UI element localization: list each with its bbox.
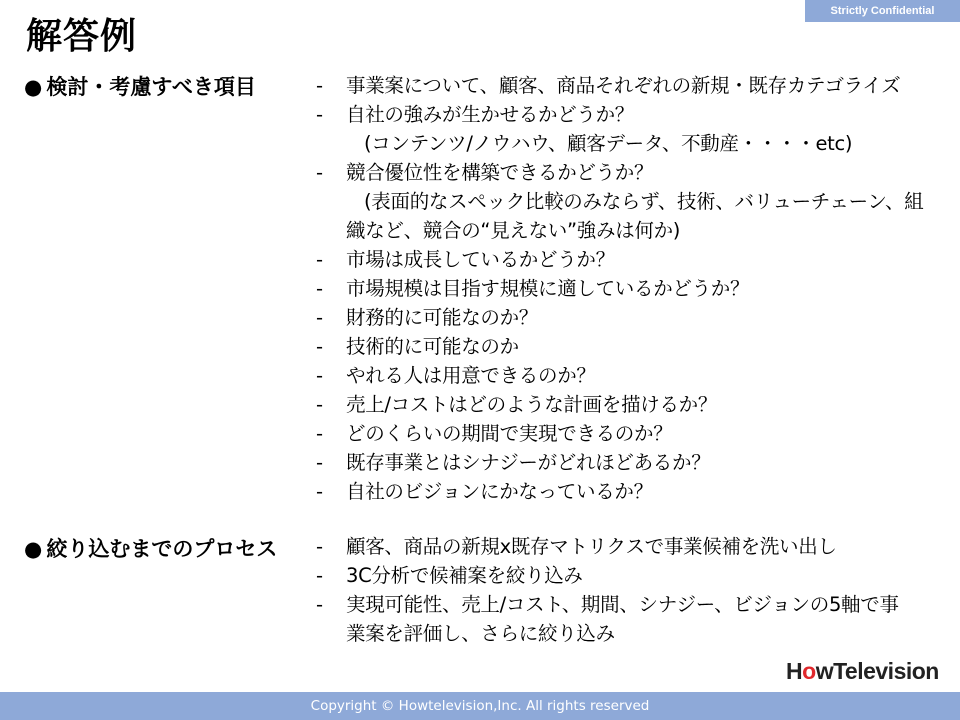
logo-mark-icon: o	[802, 658, 816, 684]
section-label-considerations	[24, 72, 256, 102]
list-item-detail: (コンテンツ/ノウハウ、顧客データ、不動産・・・・etc)	[364, 132, 853, 155]
list-item: - 既存事業とはシナジーがどれほどあるか？	[316, 448, 946, 477]
logo-text-rest: wTelevision	[815, 658, 939, 684]
logo-text-h: H	[786, 658, 803, 684]
list-item: - 財務的に可能なのか？	[316, 303, 946, 332]
process-list	[316, 532, 946, 648]
list-item-detail: (表面的なスペック比較のみならず、技術、バリューチェーン、組	[364, 190, 924, 213]
list-item: - やれる人は用意できるのか？	[316, 361, 946, 390]
list-item: - 事業案について、顧客、商品それぞれの新規・既存カテゴライズ	[316, 71, 946, 100]
list-item: - 3C分析で候補案を絞り込み	[316, 561, 946, 590]
list-item: - 自社の強みが生かせるかどうか？	[316, 100, 946, 129]
list-item: - 売上/コストはどのような計画を描けるか？	[316, 390, 946, 419]
list-item: - 競合優位性を構築できるかどうか？	[316, 158, 946, 187]
section-label-process	[24, 534, 277, 564]
list-item: - 自社のビジョンにかなっているか？	[316, 477, 946, 506]
howtelevision-logo	[786, 658, 939, 685]
list-item: - 顧客、商品の新規x既存マトリクスで事業候補を洗い出し	[316, 532, 946, 561]
list-item: - どのくらいの期間で実現できるのか？	[316, 419, 946, 448]
list-item-detail: 織など、競合の“見えない”強みは何か)	[346, 219, 681, 242]
bullet-icon: ●	[24, 75, 43, 99]
considerations-list	[316, 71, 946, 506]
bullet-icon: ●	[24, 537, 43, 561]
page-title: 解答例	[26, 16, 138, 57]
confidential-badge: Strictly Confidential	[805, 0, 960, 22]
section-label-text: 検討・考慮すべき項目	[46, 75, 256, 99]
footer-copyright: Copyright © Howtelevision,Inc. All rights reserved	[0, 692, 960, 720]
list-item: - 技術的に可能なのか	[316, 332, 946, 361]
list-item: - 市場規模は目指す規模に適しているかどうか？	[316, 274, 946, 303]
list-item-detail: 業案を評価し、さらに絞り込み	[346, 622, 615, 645]
list-item: - 市場は成長しているかどうか？	[316, 245, 946, 274]
section-label-text: 絞り込むまでのプロセス	[46, 537, 278, 561]
list-item: - 実現可能性、売上/コスト、期間、シナジー、ビジョンの5軸で事	[316, 590, 946, 619]
